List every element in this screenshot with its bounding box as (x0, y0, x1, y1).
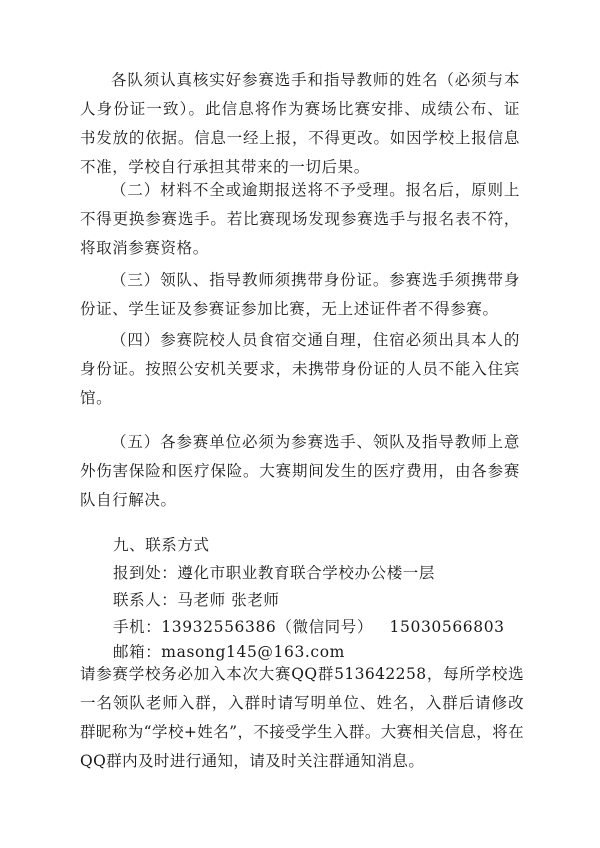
contact-persons: 联系人：马老师 张老师 (113, 591, 280, 609)
contact-heading: 九、联系方式 (113, 536, 210, 554)
contact-email: 邮箱：masong145@163.com (113, 643, 345, 661)
checkin-location: 报到处：遵化市职业教育联合学校办公楼一层 (113, 564, 436, 582)
qq-group-notice: 请参赛学校务必加入本次大赛QQ群513642258，每所学校选一名领队老师入群，入群时请写明单位、姓名，入群后请修改群昵称为“学校+姓名”，不接受学生入群。大赛相关信息，将在QQ群内及时进行通知，请及时关注群通知消息。 (80, 665, 524, 770)
paragraph-materials: （二）材料不全或逾期报送将不予受理。报名后，原则上不得更换参赛选手。若比赛现场发现参赛选手与报名表不符，将取消参赛资格。 (80, 181, 520, 257)
paragraph-insurance: （五）各参赛单位必须为参赛选手、领队及指导教师上意外伤害保险和医疗保险。大赛期间发生的医疗费用，由各参赛队自行解决。 (80, 433, 520, 509)
paragraph-name-verification: 各队须认真核实好参赛选手和指导教师的姓名（必须与本人身份证一致）。此信息将作为赛场比赛安排、成绩公布、证书发放的依据。信息一经上报，不得更改。如因学校上报信息不准，学校自行承担其带来的一切后果。 (80, 71, 520, 176)
paragraph-id-documents: （三）领队、指导教师须携带身份证。参赛选手须携带身份证、学生证及参赛证参加比赛，无上述证件者不得参赛。 (80, 271, 520, 318)
contact-phone: 手机：13932556386（微信同号） 15030566803 (113, 618, 505, 636)
paragraph-accommodation: （四）参赛院校人员食宿交通自理，住宿必须出具本人的身份证。按照公安机关要求，未携带身份证的人员不能入住宾馆。 (80, 331, 520, 407)
